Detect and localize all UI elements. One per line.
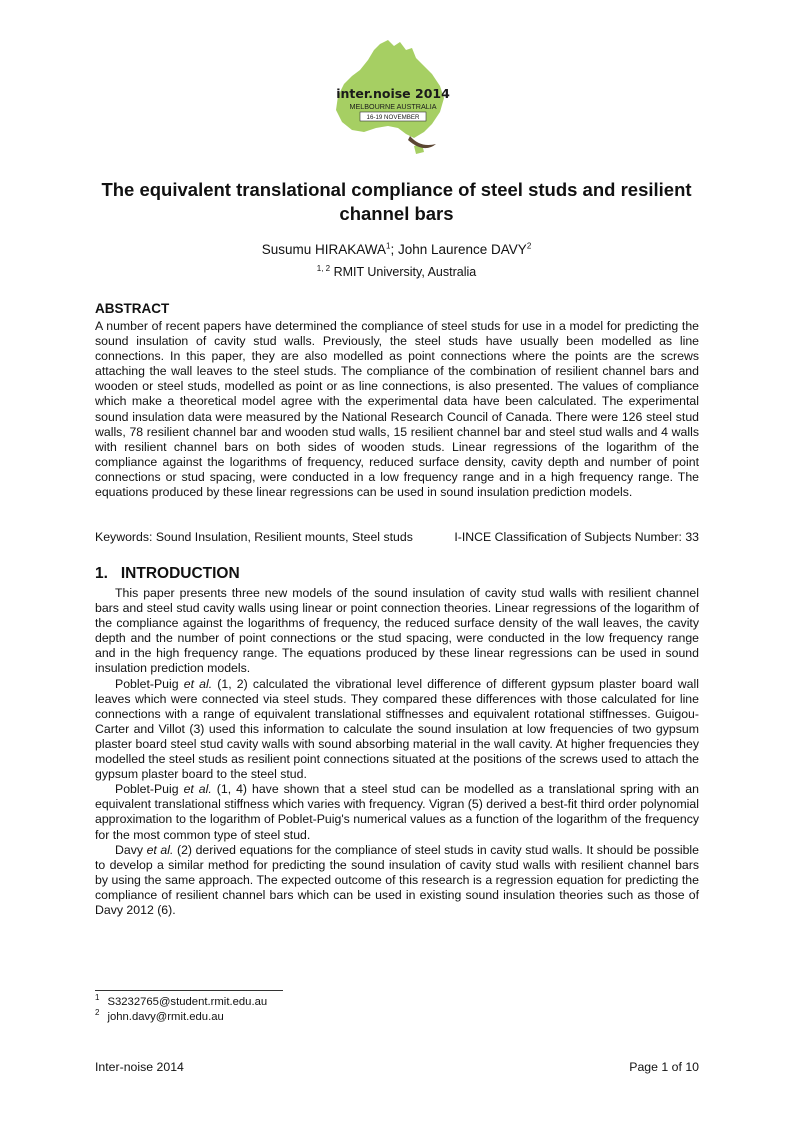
abstract-text: A number of recent papers have determined the compliance of steel studs for use in a model for predicting the sound insulation of cavity stud walls. Previously, the steel studs have usually been modelled as line connections. In this paper, they are also modelled as point connections where the points are the screws attaching the wall leaves to the steel studs. The compliance of the combination of resilient channel bars and wooden or steel studs, modelled as point or as line connections, is also presented. The values of compliance which make a theoretical model agree with the experimental data have been calculated. The experimental sound insulation data were measured by the National Research Council of Canada. There were 126 steel stud walls, 78 resilient channel bar and wooden stud walls, 15 resilient channel bar and steel stud walls and 4 walls with resilient channel bars on both sides of wooden studs. Linear regressions of the logarithm of the compliance against the logarithms of frequency, reduced surface density, cavity depth and number of point connections or stud spacing, were conducted in a low frequency range and in a high frequency range. The equations produced by these linear regressions can be used in sound insulation prediction models.	[95, 319, 699, 500]
footnote-divider	[95, 990, 283, 991]
affiliation-marks: 1, 2	[316, 263, 331, 273]
introduction-body	[95, 586, 699, 918]
p3-rest: (1, 4) have shown that a steel stud can be modelled as a translational spring with an equivalent translational stiffness which varies with frequency. Vigran (5) derived a best-fit third order polynomial approximation to the logarithm of Poblet-Puig's numerical values as a function of the logarithm of the frequency for the most common type of steel stud.	[95, 782, 699, 842]
p3-etal: et al.	[183, 782, 212, 797]
intro-paragraph-2	[95, 677, 699, 783]
author-2: John Laurence DAVY	[397, 242, 527, 257]
affiliation-text: RMIT University, Australia	[333, 265, 477, 279]
keywords-line	[95, 530, 699, 544]
affiliation	[0, 265, 793, 279]
footnotes	[95, 995, 267, 1025]
logo-line3: 16-19 NOVEMBER	[366, 114, 420, 121]
classification-text: I-INCE Classification of Subjects Number: 33	[454, 530, 699, 544]
footnote-2	[95, 1010, 267, 1025]
footnote-2-text: john.davy@rmit.edu.au	[107, 1011, 224, 1023]
logo-line1: inter.noise 2014	[336, 86, 450, 101]
author-1-mark: 1	[386, 241, 391, 251]
page-footer	[95, 1060, 699, 1074]
footnote-2-mark: 2	[95, 1008, 100, 1018]
intro-paragraph-4	[95, 843, 699, 918]
paper-title: The equivalent translational compliance of steel studs and resilient channel bars	[101, 179, 692, 224]
logo-line2: MELBOURNE AUSTRALIA	[349, 102, 437, 111]
p4-etal: et al.	[146, 842, 174, 857]
author-2-mark: 2	[526, 241, 532, 251]
p4-rest: (2) derived equations for the compliance of steel studs in cavity stud walls. It should be possible to develop a similar method for predicting the sound insulation of cavity stud walls with resilient channel bars by using the same approach. The expected outcome of this research is a regression equation for predicting the compliance of resilient channel bars which can be used in existing sound insulation theories such as those of Davy 2012 (6).	[95, 842, 699, 917]
boomerang-icon	[408, 136, 436, 148]
footer-page-number: Page 1 of 10	[629, 1060, 699, 1074]
intro-paragraph-1: This paper presents three new models of the sound insulation of cavity stud walls with resilient channel bars and steel stud cavity walls using linear or point connection theories. Linear regressions of the logarithm of the compliance against the logarithms of frequency, the reduced surface density of the wall leaves, the cavity depth and the number of point connections or the stud spacing, were conducted in the low frequency range and in the high frequency range. The equations produced by these linear regressions can be used in sound insulation prediction models.	[95, 586, 699, 676]
footnote-1-text: S3232765@student.rmit.edu.au	[107, 996, 268, 1008]
footer-conference: Inter-noise 2014	[95, 1060, 184, 1074]
footnote-1-mark: 1	[95, 993, 100, 1003]
p3-lead: Poblet-Puig	[115, 782, 184, 797]
conference-logo	[328, 36, 458, 164]
australia-map-logo	[328, 36, 458, 164]
keywords-text: Keywords: Sound Insulation, Resilient mounts, Steel studs	[95, 530, 413, 544]
footnote-1	[95, 995, 267, 1010]
p2-etal: et al.	[183, 676, 213, 691]
intro-paragraph-3	[95, 782, 699, 842]
p2-rest: (1, 2) calculated the vibrational level difference of different gypsum plaster board wall leaves which were connected via steel studs. They compared these differences with those calculated for line connections with a range of equivalent translational stiffnesses and equivalent rotational stiffnesses. Guigou-Carter and Villot (3) used this information to calculate the sound insulation at low frequencies of two gypsum plaster board steel stud cavity walls with sound absorbing material in the wall cavity. At higher frequencies they modelled the steel studs as resilient point connections situated at the positions of the screws used to attach the gypsum plaster board to the steel stud.	[95, 676, 699, 782]
author-1: Susumu HIRAKAWA	[261, 242, 387, 257]
authors-line	[0, 242, 793, 257]
abstract-heading: ABSTRACT	[95, 301, 170, 316]
section-heading-introduction: 1. INTRODUCTION	[95, 565, 240, 582]
author-separator: ;	[390, 242, 398, 257]
p4-lead: Davy	[115, 842, 147, 857]
p2-lead: Poblet-Puig	[115, 676, 184, 691]
